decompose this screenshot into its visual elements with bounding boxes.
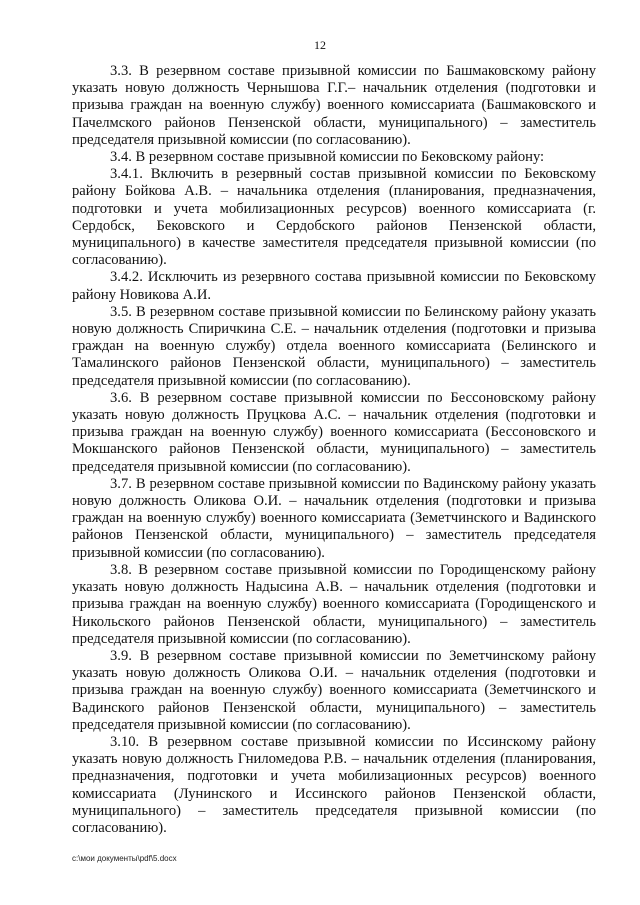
page-number: 12 — [314, 38, 326, 52]
document-body — [72, 63, 596, 837]
paragraph-3-9: 3.9. В резервном составе призывной комиссии по Земетчинскому району указать новую должность Оликова О.И. – начальник отделения (подготовки и призыва граждан на военную службу) военного комиссариата (Земетчинского и Вадинского районов Пензенской области, муниципального) – заместитель председателя призывной комиссии (по согласованию). — [72, 647, 596, 733]
paragraph-3-4: 3.4. В резервном составе призывной комиссии по Бековскому району: — [110, 149, 545, 166]
paragraph-3-4-2: 3.4.2. Исключить из резервного состава призывной комиссии по Бековскому району Новикова А.И. — [72, 269, 596, 303]
paragraph-3-5: 3.5. В резервном составе призывной комиссии по Белинскому району указать новую должность Спиричкина С.Е. – начальник отделения (подготовки и призыва граждан на военную службу) отдела военного комиссариата (Белинского и Тамалинского районов Пензенской области, муниципального) – заместитель председателя призывной комиссии (по согласованию). — [72, 303, 596, 389]
paragraph-3-3: 3.3. В резервном составе призывной комиссии по Башмаковскому району указать новую должность Чернышова Г.Г.– начальник отделения (подготовки и призыва граждан на военную службу) военного комиссариата (Башмаковского и Пачелмского районов Пензенской области, муниципального) – заместитель председателя призывной комиссии (по согласованию). — [72, 63, 596, 148]
paragraph-3-10: 3.10. В резервном составе призывной комиссии по Иссинскому району указать новую должность Гниломедова Р.В. – начальник отделения (планирования, предназначения, подготовки и учета мобилизационных ресурсов) военного комиссариата (Лунинского и Иссинского районов Пензенской области, муниципального) – заместитель председателя призывной комиссии (по согласованию). — [72, 733, 596, 836]
paragraph-3-7: 3.7. В резервном составе призывной комиссии по Вадинскому району указать новую должность Оликова О.И. – начальник отделения (подготовки и призыва граждан на военную службу) военного комиссариата (Земетчинского и Вадинского районов Пензенской области, муниципального) – заместитель председателя призывной комиссии (по согласованию). — [72, 475, 596, 561]
paragraph-3-6: 3.6. В резервном составе призывной комиссии по Бессоновскому району указать новую должность Пруцкова А.С. – начальник отделения (подготовки и призыва граждан на военную службу) военного комиссариата (Бессоновского и Мокшанского районов Пензенской области, муниципального) – заместитель председателя призывной комиссии (по согласованию). — [72, 389, 596, 475]
paragraph-3-8: 3.8. В резервном составе призывной комиссии по Городищенскому району указать новую должность Надысина А.В. – начальник отделения (подготовки и призыва граждан на военную службу) военного комиссариата (Городищенского и Никольского районов Пензенской области, муниципального) – заместитель председателя призывной комиссии (по согласованию). — [72, 561, 596, 647]
footer-file-path: c:\мои документы\pdf\5.docx — [72, 854, 177, 863]
paragraph-3-4-1: 3.4.1. Включить в резервный состав призывной комиссии по Бековскому району Бойкова А.В. – начальника отделения (планирования, предназначения, подготовки и учета мобилизационных ресурсов) военного комиссариата (г. Сердобск, Бековского и Сердобского районов Пензенской области, муниципального) в качестве заместителя председателя призывной комиссии (по согласованию). — [72, 166, 596, 269]
